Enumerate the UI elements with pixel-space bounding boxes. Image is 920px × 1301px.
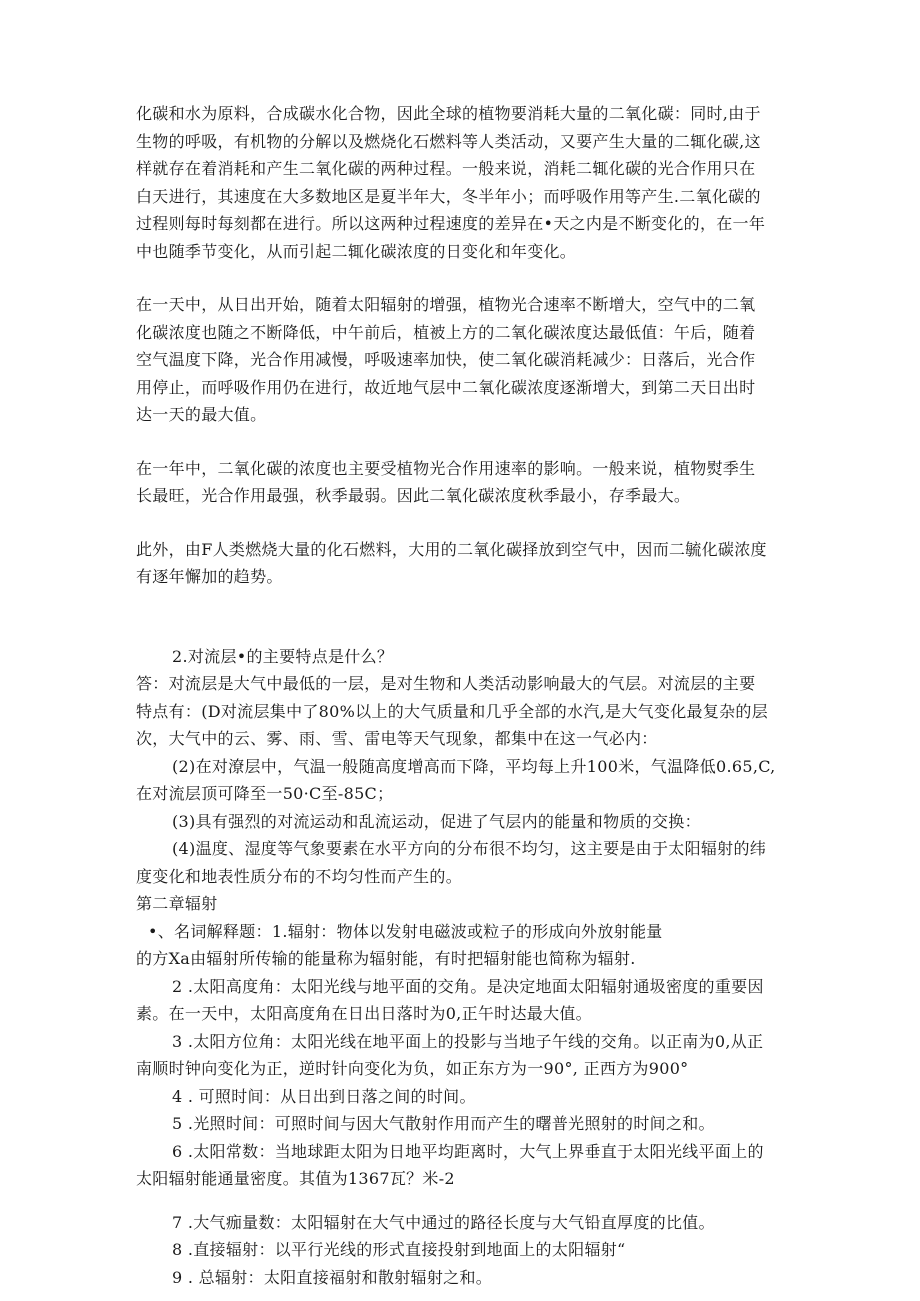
term-line: 南顺时钟向变化为正，逆时针向变化为负，如正东方为一90°, 正西方为900°: [136, 1059, 689, 1078]
answer-line: 特点有：(D对流层集中了80%以上的大气质量和几乎全部的水汽,是大气变化最复杂的层: [136, 701, 769, 721]
term-air-mass: 7 .大气痂量数：太阳辐射在大气中通过的路径长度与大气铅直厚度的比值。: [172, 1212, 715, 1232]
text-line: 化碳浓度也随之不断降低，中午前后，植被上方的二氧化碳浓度达最低值：午后，随着: [136, 322, 756, 342]
text-line: 长最旺，光合作用最强，秋季最弱。因此二氧化碳浓度秋季最小，存季最大。: [136, 486, 691, 505]
term-solar-elevation-angle: 2 .太阳高度角：太阳光线与地平面的交角。是决定地面太阳辐射通圾密度的重要因: [172, 976, 764, 996]
paragraph-annual-variation: [136, 455, 792, 510]
term-line: 素。在一天中，太阳高度角在日出日落时为0,正午时达最大值。: [136, 1004, 592, 1023]
text-line: 此外，由F人类燃烧大量的化石燃料，大用的二氧化碳择放到空气中，因而二毓化碳浓度: [136, 539, 767, 559]
answer-item-2: (2)在对潦层中，气温一般随高度增高而下降，平均每上升100米，气温降低0.65,C,: [172, 756, 776, 776]
text-line: 在一年中，二氧化碳的浓度也主要受植物光合作用速率的影响。一般来说，植物熨季生: [136, 458, 756, 478]
term-illumination-time: 5 .光照时间：可照时间与因大气散射作用而产生的曙普光照射的时间之和。: [172, 1114, 715, 1133]
answer-line: 答：对流层是大气中最低的一层，是对生物和人类活动影响最大的气层。对流层的主要: [136, 674, 756, 693]
question-troposphere: [136, 643, 792, 891]
document-page: [136, 100, 792, 1291]
text-line: 有逐年懈加的趋势。: [136, 567, 283, 586]
definitions-intro: 的方Xa由辐射所传输的能量称为辐射能，有时把辐射能也简称为辐射.: [136, 949, 636, 968]
text-line: 白天进行，其速度在大多数地区是夏半年大，冬半年小；而呼吸作用等产生.二氧化碳的: [136, 186, 761, 206]
text-line: 达一天的最大值。: [136, 405, 267, 424]
chapter-heading: 第二章辐射: [136, 894, 218, 913]
answer-line: 度变化和地表性质分布的不均匀性而产生的。: [136, 866, 463, 886]
answer-line: 在对流层顶可降至一50·C至-85C；: [136, 784, 394, 803]
term-line: 太阳辐射能通量密度。其值为1367瓦？米-2: [136, 1169, 455, 1188]
term-direct-radiation: 8 .直接辐射：以平行光线的形式直接投射到地面上的太阳辐射“: [172, 1240, 626, 1259]
paragraph-long-term-trend: [136, 536, 792, 591]
term-solar-azimuth: 3 .太阳方位角：太阳光线在地平面上的投影与当地子午线的交角。以正南为0,从正: [172, 1031, 764, 1051]
term-solar-constant: 6 .太阳常数：当地球距太阳为日地平均距离时，大气上界垂直于太阳光线平面上的: [172, 1141, 764, 1161]
question-title: 2.对流层•的主要特点是什么？: [172, 646, 394, 666]
text-line: 在一天中，从日出开始，随着太阳辐射的增强，植物光合速率不断增大，空气中的二氧: [136, 295, 756, 314]
text-line: 空气温度下降，光合作用减慢，呼吸速率加快，使二氧化碳消耗减少：日落后，光合作: [136, 350, 756, 369]
term-total-radiation: 9 . 总辐射：太阳直接福射和散射辐射之和。: [172, 1267, 493, 1287]
text-line: 样就存在着消耗和产生二氧化碳的两种过程。一般来说，消耗二辄化碳的光合作用只在: [136, 159, 756, 178]
answer-item-3: (3)具有强烈的对流运动和乱流运动，促进了气层内的能量和物质的交换：: [172, 811, 701, 831]
term-possible-sunshine: 4 . 可照时间：从日出到日落之间的时间。: [172, 1086, 476, 1106]
answer-item-4: (4)温度、湿度等气象要素在水平方向的分布很不均匀，这主要是由于太阳辐射的纬: [172, 839, 767, 858]
text-line: 用停止，而呼吸作用仍在进行，故近地气层中二氧化碳浓度逐渐增大，到第二天日出时: [136, 377, 756, 397]
text-line: 过程则每时每刻都在进行。所以这两种过程速度的差异在•天之内是不断变化的，在一年: [136, 214, 766, 233]
paragraph-daily-variation: [136, 291, 792, 429]
answer-line: 次，大气中的云、雾、雨、雪、雷电等天气现象，都集中在这一气必内：: [136, 729, 658, 748]
definitions-intro: •、名词解释题：1.辐射：物体以发射电磁波或粒子的形成向外放射能量: [148, 921, 663, 941]
text-line: 化碳和水为原料，合成碳水化合物，因此全球的植物要消耗大量的二氧化碳：同时,由于: [136, 104, 761, 123]
terms-continued: [136, 1209, 792, 1292]
chapter-radiation: [136, 890, 792, 1193]
text-line: 中也随季节变化，从而引起二辄化碳浓度的日变化和年变化。: [136, 241, 577, 261]
text-line: 生物的呼吸，有机物的分解以及燃烧化石燃料等人类活动，又要产生大量的二辄化碳,这: [136, 131, 761, 151]
paragraph-co2-sources: [136, 100, 792, 265]
